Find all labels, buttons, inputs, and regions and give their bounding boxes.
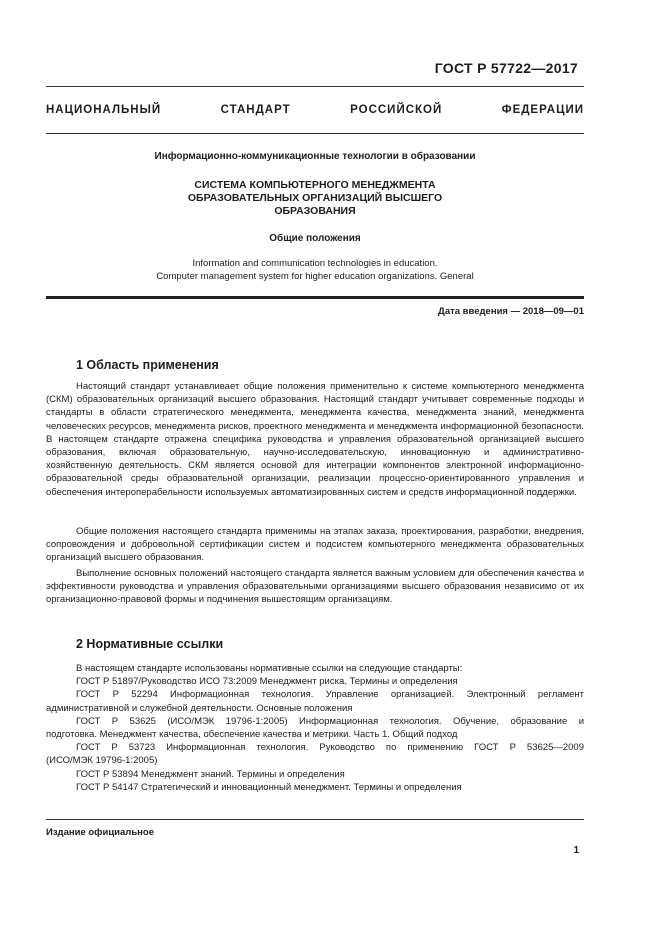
reference-item: ГОСТ Р 53625 (ИСО/МЭК 19796-1:2005) Информационная технология. Обучение, образование и	[76, 715, 584, 727]
reference-item-continued: (ИСО/МЭК 19796-1:2005)	[46, 755, 158, 767]
references-intro: В настоящем стандарте использованы нормативные ссылки на следующие стандарты:	[76, 663, 463, 674]
section-1-paragraph-3: Выполнение основных положений настоящего стандарта является важным условием для обеспечения качества и эффективности руководства и управления образовательными организациями высшего образования независимо от их организационно-правовой формы и подчинения вышестоящим организациям.	[46, 568, 584, 606]
page-number: 1	[573, 845, 579, 856]
header-rule	[46, 86, 584, 87]
title-line-3: ОБРАЗОВАНИЯ	[274, 205, 356, 217]
section-1-heading: 1 Область применения	[76, 358, 219, 372]
english-title	[46, 258, 584, 283]
reference-item: ГОСТ Р 51897/Руководство ИСО 73:2009 Менеджмент риска. Термины и определения	[76, 676, 458, 688]
english-title-line-2: Computer management system for higher education organizations. General	[156, 270, 474, 282]
reference-item-continued: подготовка. Менеджмент качества, обеспечение качества и метрики. Часть 1. Общий подход	[46, 729, 458, 741]
section-1-paragraph-2: Общие положения настоящего стандарта применимы на этапах заказа, проектирования, разработки, внедрения, сопровождения и добровольной сертификации систем и подсистем компьютерного менеджмента образовательных организаций высшего образования.	[46, 526, 584, 564]
reference-item: ГОСТ Р 53723 Информационная технология. Руководство по применению ГОСТ Р 53625—2009	[76, 742, 584, 754]
reference-item: ГОСТ Р 54147 Стратегический и инновационный менеджмент. Термины и определения	[76, 781, 462, 793]
national-standard-rule	[46, 133, 584, 134]
normative-references	[46, 662, 584, 794]
standard-number: ГОСТ Р 57722—2017	[434, 60, 578, 76]
standard-subtitle: Общие положения	[269, 233, 361, 244]
reference-item: ГОСТ Р 52294 Информационная технология. Управление организацией. Электронный регламент	[76, 689, 584, 701]
introduction-date: Дата введения — 2018—09—01	[438, 306, 584, 317]
national-standard-label: НАЦИОНАЛЬНЫЙ СТАНДАРТ РОССИЙСКОЙ ФЕДЕРАЦИИ	[46, 104, 584, 116]
title-line-2: ОБРАЗОВАТЕЛЬНЫХ ОРГАНИЗАЦИЙ ВЫСШЕГО	[187, 192, 443, 204]
official-edition-label: Издание официальное	[46, 827, 154, 838]
reference-item: ГОСТ Р 53894 Менеджмент знаний. Термины и определения	[76, 768, 345, 780]
standard-title	[46, 179, 584, 218]
reference-item-continued: административной и служебной деятельности. Основные положения	[46, 702, 353, 714]
section-1-paragraph-1: Настоящий стандарт устанавливает общие положения применительно к системе компьютерного менеджмента (СКМ) образовательных организаций высшего образования. Настоящий стандарт учитывает современные подходы и стандарты в области стратегического менеджмента, менеджмента качества, менеджмента знаний, менеджмента человеческих ресурсов, менеджмента рисков, проектного менеджмента и менеджмента информационной безопасности. В настоящем стандарте отражена специфика руководства и управления образовательной организацией высшего образования, включая образовательную, научно-исследовательскую, инновационную и административно-хозяйственную деятельность. СКМ является основой для интеграции компонентов электронной информационно-образовательной среды образовательной организации, реализации процессно-ориентированного управления и обеспечения интероперабельности используемых автоматизированных систем и средств информационной поддержки.	[46, 381, 584, 498]
footer-rule	[46, 819, 584, 820]
title-rule	[46, 296, 584, 299]
title-line-1: СИСТЕМА КОМПЬЮТЕРНОГО МЕНЕДЖМЕНТА	[194, 179, 436, 191]
standard-category: Информационно-коммуникационные технологии в образовании	[154, 151, 476, 162]
section-2-heading: 2 Нормативные ссылки	[76, 637, 224, 651]
english-title-line-1: Information and communication technologies in education.	[192, 258, 438, 269]
